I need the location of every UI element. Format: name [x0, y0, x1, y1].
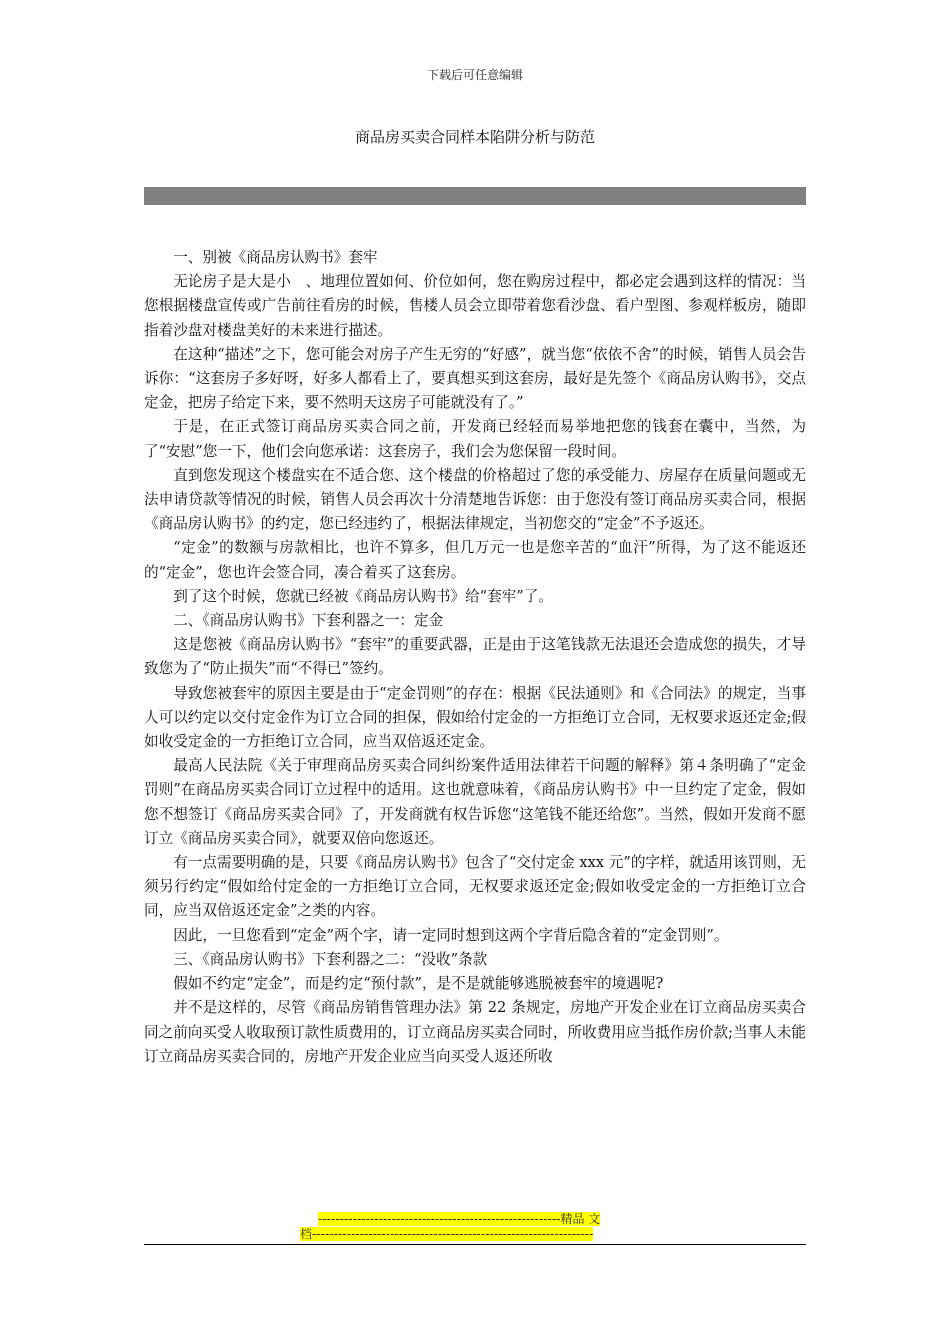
document-body	[144, 246, 806, 1069]
paragraph: 到了这个时候，您就已经被《商品房认购书》给“套牢”了。	[173, 587, 553, 605]
paragraph: 二、《商品房认购书》下套利器之一：定金	[173, 612, 444, 630]
paragraph: 假如不约定“定金”，而是约定“预付款”，是不是就能够逃脱被套牢的境遇呢?	[173, 975, 664, 993]
paragraph: 并不是这样的，尽管《商品房销售管理办法》第 22 条规定，房地产开发企业在订立商品房买卖合同之前向买受人收取预订款性质费用的，订立商品房买卖合同时，所收费用应当抵作房价款;当事人未能订立商品房买卖合同的，房地产开发企业应当向买受人返还所收	[144, 999, 806, 1065]
header-note: 下载后可任意编辑	[426, 68, 523, 82]
footer-line-2: 档-----------------------------------------------------------------	[300, 1227, 594, 1241]
paragraph: 最高人民法院《关于审理商品房买卖合同纠纷案件适用法律若干问题的解释》第４条明确了“定金罚则”在商品房买卖合同订立过程中的适用。这也就意味着，《商品房认购书》中一旦约定了定金，假如您不想签订《商品房买卖合同》了，开发商就有权告诉您“这笔钱不能还给您”。当然，假如开发商不愿订立《商品房买卖合同》，就要双倍向您返还。	[144, 757, 806, 847]
paragraph: 这是您被《商品房认购书》“套牢”的重要武器，正是由于这笔钱款无法退还会造成您的损失，才导致您为了“防止损失”而“不得已”签约。	[144, 636, 806, 678]
paragraph: 在这种“描述”之下，您可能会对房子产生无穷的“好感”，就当您“依依不舍”的时候，销售人员会告诉你：“这套房子多好呀，好多人都看上了，要真想买到这套房，最好是先签个《商品房认购书》，交点定金，把房子给定下来，要不然明天这房子可能就没有了。”	[144, 345, 806, 412]
footer-rule	[144, 1244, 806, 1245]
footer-line-1: --------------------------------------------------------精品 文	[318, 1212, 601, 1226]
paragraph: 直到您发现这个楼盘实在不适合您、这个楼盘的价格超过了您的承受能力、房屋存在质量问题或无法申请贷款等情况的时候，销售人员会再次十分清楚地告诉您：由于您没有签订商品房买卖合同，根据《商品房认购书》的约定，您已经违约了，根据法律规定，当初您交的“定金”不予返还。	[144, 466, 806, 533]
paragraph: 三、《商品房认购书》下套利器之二：“没收”条款	[173, 950, 488, 968]
paragraph: 因此，一旦您看到“定金”两个字，请一定同时想到这两个字背后隐含着的“定金罚则”。	[173, 926, 729, 944]
paragraph: 无论房子是大是小 、地理位置如何、价位如何，您在购房过程中，都必定会遇到这样的情况：当您根据楼盘宣传或广告前往看房的时候，售楼人员会立即带着您看沙盘、看户型图、参观样板房，随即指着沙盘对楼盘美好的未来进行描述。	[144, 273, 806, 339]
footer-watermark	[300, 1212, 650, 1242]
paragraph: 导致您被套牢的原因主要是由于“定金罚则”的存在：根据《民法通则》和《合同法》的规定，当事人可以约定以交付定金作为订立合同的担保，假如给付定金的一方拒绝订立合同，无权要求返还定金;假如收受定金的一方拒绝订立合同，应当双倍返还定金。	[144, 684, 806, 751]
page-title: 商品房买卖合同样本陷阱分析与防范	[354, 128, 595, 146]
paragraph: “定金”的数额与房款相比，也许不算多，但几万元一也是您辛苦的“血汗”所得，为了这不能返还的“定金”，您也许会签合同，凑合着买了这套房。	[144, 539, 806, 581]
title-divider-bar	[144, 187, 806, 205]
paragraph: 有一点需要明确的是，只要《商品房认购书》包含了“交付定金 xxx 元”的字样，就适用该罚则，无须另行约定“假如给付定金的一方拒绝订立合同，无权要求返还定金;假如收受定金的一方拒绝订立合同，应当双倍返还定金”之类的内容。	[144, 854, 806, 920]
paragraph: 一、别被《商品房认购书》套牢	[173, 249, 378, 266]
paragraph: 于是，在正式签订商品房买卖合同之前，开发商已经轻而易举地把您的钱套在囊中，当然，为了“安慰”您一下，他们会向您承诺：这套房子，我们会为您保留一段时间。	[144, 418, 806, 460]
